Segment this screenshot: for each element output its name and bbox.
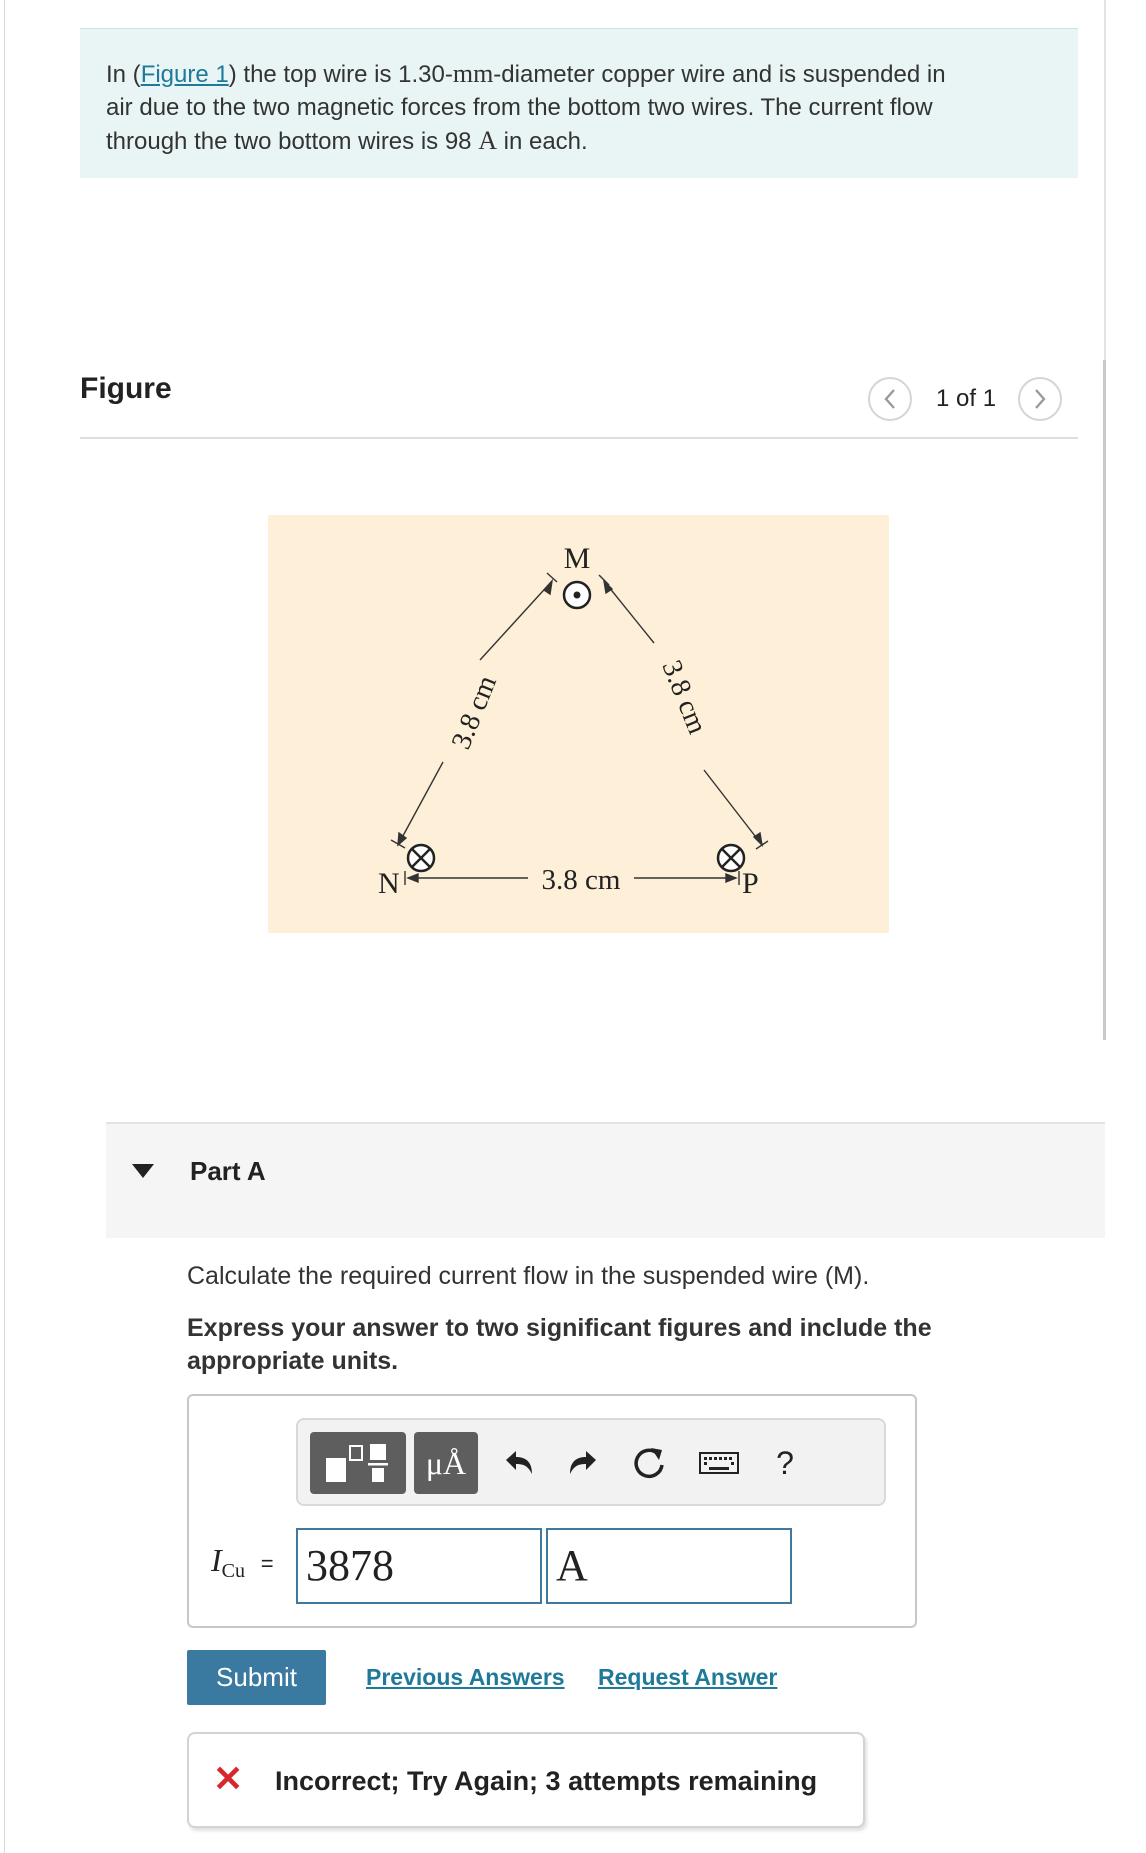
feedback-text: Incorrect; Try Again; 3 attempts remaining bbox=[275, 1766, 818, 1796]
wire-n-into-page-icon bbox=[408, 845, 434, 871]
math-toolbar bbox=[296, 1418, 886, 1506]
figure-link[interactable]: Figure 1 bbox=[140, 61, 229, 88]
problem-statement bbox=[80, 28, 1078, 178]
templates-icon bbox=[322, 1440, 394, 1486]
figure-count: 1 of 1 bbox=[936, 385, 997, 412]
chevron-right-icon bbox=[1032, 388, 1048, 410]
figure-diagram bbox=[268, 515, 889, 933]
figure-pager bbox=[868, 374, 1062, 424]
unit-input[interactable]: A bbox=[546, 1528, 792, 1604]
redo-button[interactable] bbox=[558, 1438, 608, 1488]
label-n: N bbox=[378, 867, 400, 900]
problem-line-1: In (Figure 1) the top wire is 1.30-mm-diameter copper wire and is suspended in bbox=[106, 59, 946, 88]
label-p: P bbox=[742, 867, 759, 900]
incorrect-x-icon: ✕ bbox=[213, 1758, 244, 1799]
value-input[interactable]: 3878 bbox=[296, 1528, 542, 1604]
part-a-header[interactable] bbox=[106, 1122, 1105, 1238]
dimension-bottom-label: 3.8 cm bbox=[541, 864, 621, 896]
help-button[interactable]: ? bbox=[776, 1444, 794, 1481]
wire-p-into-page-icon bbox=[718, 845, 744, 871]
collapse-triangle-icon[interactable] bbox=[132, 1164, 154, 1178]
part-a-instruction: Express your answer to two significant figures and include the appropriate units. bbox=[187, 1314, 932, 1375]
feedback-box bbox=[187, 1732, 865, 1828]
undo-icon bbox=[502, 1448, 536, 1478]
part-a-question: Calculate the required current flow in the suspended wire (M). bbox=[187, 1262, 870, 1290]
label-m: M bbox=[563, 542, 591, 575]
wire-m-out-of-page-icon bbox=[564, 582, 590, 608]
chevron-left-icon bbox=[882, 388, 898, 410]
templates-button[interactable] bbox=[310, 1432, 406, 1494]
prev-figure-button[interactable] bbox=[868, 377, 912, 421]
next-figure-button[interactable] bbox=[1018, 377, 1062, 421]
figure-divider bbox=[80, 437, 1078, 439]
answer-box bbox=[187, 1394, 917, 1628]
dimension-left-label: 3.8 cm bbox=[445, 671, 504, 754]
scrollbar[interactable] bbox=[1103, 360, 1106, 1040]
variable-label: $I_{Cu}$ = bbox=[211, 1542, 274, 1582]
undo-button[interactable] bbox=[494, 1438, 544, 1488]
part-a-label: Part A bbox=[190, 1156, 266, 1186]
problem-line-3: through the two bottom wires is 98 A in each. bbox=[106, 126, 588, 155]
reset-icon bbox=[631, 1445, 667, 1481]
request-answer-link[interactable]: Request Answer bbox=[598, 1664, 778, 1690]
keyboard-button[interactable] bbox=[694, 1438, 744, 1488]
submit-button[interactable]: Submit bbox=[187, 1650, 326, 1705]
page-left-border bbox=[4, 0, 5, 1853]
figure-title: Figure bbox=[80, 372, 172, 405]
redo-icon bbox=[566, 1448, 600, 1478]
dimension-right-label: 3.8 cm bbox=[655, 656, 713, 739]
reset-button[interactable] bbox=[624, 1438, 674, 1488]
keyboard-icon bbox=[699, 1451, 739, 1475]
problem-line-2: air due to the two magnetic forces from the bottom two wires. The current flow bbox=[106, 94, 933, 121]
previous-answers-link[interactable]: Previous Answers bbox=[366, 1664, 565, 1690]
units-button[interactable]: μÅ bbox=[414, 1432, 478, 1494]
